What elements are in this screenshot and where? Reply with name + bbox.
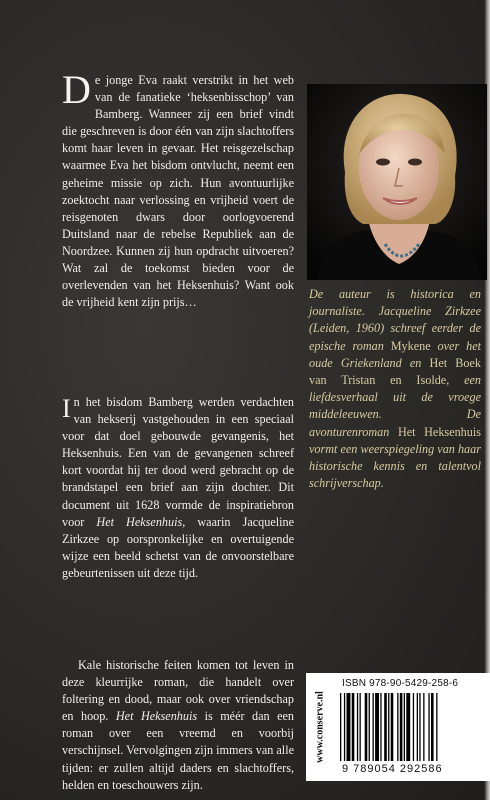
author-photo	[307, 84, 487, 280]
author-bio	[309, 286, 481, 492]
barcode-number: 9 789054 292586	[342, 763, 443, 775]
blurb-paragraph-1	[62, 67, 294, 394]
blurb-text-3a: Kale historische feiten komen tot leven in deze kleurrijke roman, die handelt over foltering en dood, maar ook over vriendschap en hoop.	[62, 658, 294, 724]
book-title: Het Heksenhuis	[397, 424, 481, 439]
barcode-icon	[340, 693, 486, 761]
book-title: Het Heksenhuis	[96, 514, 183, 529]
book-title: Het Boek van Tristan en Isolde	[309, 355, 481, 388]
blurb-paragraph-3	[62, 657, 294, 794]
isbn-label: ISBN 978-90-5429-258-6	[342, 678, 459, 689]
publisher-url: www.conserve.nl	[314, 691, 326, 763]
bio-text-4: vormt een weerspiegeling van haar historische kennis en talentvol schrijverschap.	[309, 441, 481, 491]
blurb-text-2a: n het bisdom Bamberg werden verdachten van hekserij vastgehouden in een speciaal voor dat doel gebouwde gevangenis, het Heksenhuis. Een van de gevangenen schreef kort voordat hij ter dood werd gebracht op de brandstapel een brief aan zijn dochter. Dit document uit 1628 vormde de inspiratiebron voor	[62, 395, 294, 529]
blurb-column	[62, 67, 295, 794]
drop-cap: D	[62, 67, 91, 112]
bio-text-3: , een liefdesverhaal uit de vroege middeleeuwen. De avonturenroman	[309, 373, 481, 439]
book-title: Het Heksenhuis	[115, 709, 198, 724]
blurb-text-2b: , waarin Jacqueline Zirkzee op oorspronkelijke en overtuigende wijze een beeld schetst van de onvoorstelbare gebeurtenissen uit deze tijd.	[62, 514, 295, 580]
blurb-text-1: e jonge Eva raakt verstrikt in het web van de fanatieke ‘heksenbisschop’ van Bamberg. Wanneer zij een brief vindt die geschreven is door één van zijn slachtoffers komt haar leven in gevaar. Het reisgezelschap waarmee Eva het bisdom ontvlucht, neemt een geheime missie op zich. Hun avontuurlijke zoektocht naar verlossing en vrijheid voert de reisgenoten dwars door oorlogvoerend Duitsland naar de rebelse Republiek aan de Noordzee. Kunnen zij hun opdracht uitvoeren? Wat zal de toekomst bieden voor de overlevenden van het Heksenhuis? Want ook de vrijheid kent zijn prijs…	[62, 73, 294, 310]
barcode-panel	[306, 673, 490, 781]
bio-text-1: De auteur is historica en journaliste. Jacqueline Zirkzee (Leiden, 1960) schreef eerder de epische roman	[309, 287, 481, 353]
blurb-paragraph-2	[62, 394, 294, 657]
bio-text-2: over het oude Griekenland en	[309, 338, 481, 370]
drop-cap: I	[62, 394, 71, 423]
blurb-text-3b: is méér dan een roman over een vreemd en voorbij verschijnsel. Vervolgingen zijn immers van alle tijden: er zullen altijd daders en slachtoffers, helden en toeschouwers zijn.	[62, 709, 294, 792]
book-title: Mykene	[390, 338, 431, 353]
